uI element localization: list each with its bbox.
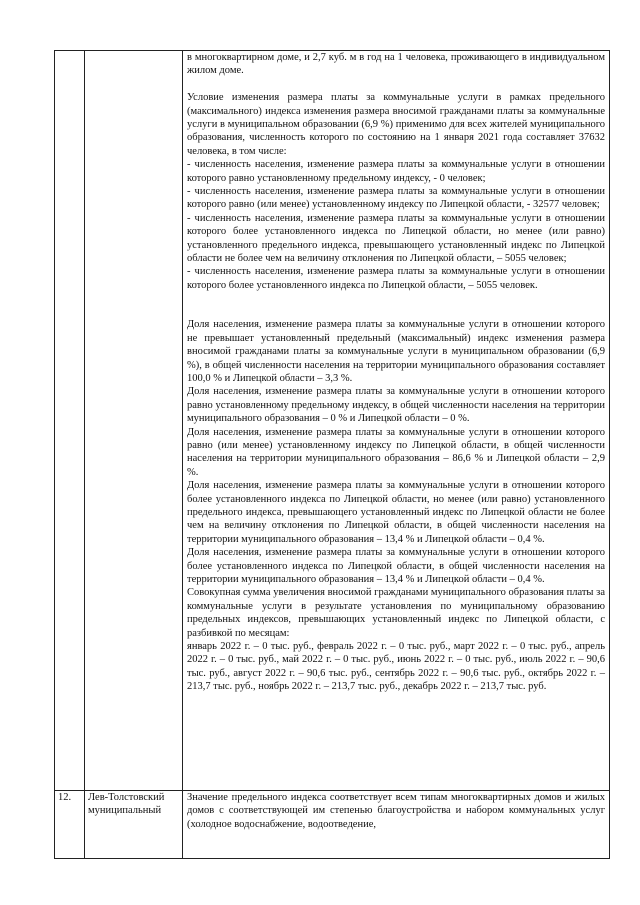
monthly-breakdown: январь 2022 г. – 0 тыс. руб., февраль 2022 г. – 0 тыс. руб., март 2022 г. – 0 тыс. руб., апрель 2022 г. – 0 тыс. руб., май 2022 г. – 0 тыс. руб., июнь 2022 г. – 0 тыс. руб., июль 2022 г. – 90,6 тыс. руб., август 2022 г. – 90,6 тыс. руб., сентябрь 2022 г. – 90,6 тыс. руб., октябрь 2022 г. – 213,7 тыс. руб., ноябрь 2022 г. – 213,7 тыс. руб., декабрь 2022 г. – 213,7 тыс. руб. (187, 641, 605, 693)
table-row-continuation (55, 51, 610, 791)
share-deviation: Доля населения, изменение размера платы за коммунальные услуги в отношении которого более установленного индекса по Липецкой области, но менее (или равно) установленного предельного индекса, превышающего установленный индекс по Липецкой области не более чем на величину отклонения по Липецкой области, в общей численности населения на территории муниципального образования – 13,4 % и Липецкой области – 0,4 %. (187, 480, 605, 545)
bullet-population-deviation: - численность населения, изменение размера платы за коммунальные услуги в отношении которого более установленного индекса по Липецкой области, но менее (или равно) установленного предельного индекса, превышающего установленный индекс по Липецкой области не более чем на величину отклонения по Липецкой области, – 5055 человек; (187, 212, 605, 265)
paragraph-consumption-norm: в многоквартирном доме, и 2,7 куб. м в год на 1 человека, проживающего в индивидуальном жилом доме. (187, 52, 605, 77)
share-equal-limit: Доля населения, изменение размера платы за коммунальные услуги в отношении которого равно установленному предельному индексу, в общей численности населения на территории муниципального образования – 0 % и Липецкой области – 0 %. (187, 386, 605, 425)
share-not-exceeding-limit: Доля населения, изменение размера платы за коммунальные услуги в отношении которого не превышает установленный предельный (максимальный) индекс изменения размера вносимой гражданами платы за коммунальные услуги в муниципальном образовании (6,9 %), в общей численности населения на территории муниципального образования составляет 100,0 % и Липецкой области – 3,3 %. (187, 319, 605, 384)
bullet-population-above-regional: - численность населения, изменение размера платы за коммунальные услуги в отношении которого более установленного индекса по Липецкой области, – 5055 человек. (187, 266, 605, 291)
bullet-population-equal-limit: - численность населения, изменение размера платы за коммунальные услуги в отношении которого равно установленному предельному индексу, - 0 человек; (187, 159, 605, 184)
description-cell (183, 51, 610, 791)
description-text: Значение предельного индекса соответствует всем типам многоквартирных домов и жилых домов с соответствующей им степенью благоустройства и набором коммунальных услуг (холодное водоснабжение, водоотведение, (187, 792, 605, 830)
bullet-population-regional-index: - численность населения, изменение размера платы за коммунальные услуги в отношении которого равно (или менее) установленному индексу по Липецкой области, - 32577 человек; (187, 186, 605, 211)
paragraph-index-condition: Условие изменения размера платы за коммунальные услуги в рамках предельного (максимального) индекса изменения размера вносимой гражданами платы за коммунальные услуги в муниципальном образовании (6,9 %) применимо для всех жителей муниципального образования, численность которого по состоянию на 1 января 2021 года составляет 37632 человека, в том числе: (187, 92, 605, 157)
share-regional-index: Доля населения, изменение размера платы за коммунальные услуги в отношении которого равно (или менее) установленному индексу по Липецкой области, в общей численности населения на территории муниципального образования – 86,6 % и Липецкой области – 2,9 %. (187, 426, 605, 478)
description-cell (183, 791, 610, 859)
description-text (183, 51, 609, 694)
document-table (54, 50, 610, 859)
municipality-name: Лев-Толстовский муниципальный (88, 792, 165, 817)
table-row-12 (55, 791, 610, 859)
municipality-cell (85, 791, 183, 859)
row-number: 12. (58, 792, 72, 803)
share-above-regional: Доля населения, изменение размера платы за коммунальные услуги в отношении которого более установленного индекса по Липецкой области, в общей численности населения на территории муниципального образования – 13,4 % и Липецкой области – 0,4 %. (187, 547, 605, 586)
municipality-cell (85, 51, 183, 791)
row-number-cell (55, 51, 85, 791)
row-number-cell (55, 791, 85, 859)
total-increase-intro: Совокупная сумма увеличения вносимой гражданами муниципального образования платы за коммунальные услуги в результате установления по муниципальному образованию предельных индексов, превышающих установленный индекс по Липецкой области, с разбивкой по месяцам: (187, 587, 605, 639)
